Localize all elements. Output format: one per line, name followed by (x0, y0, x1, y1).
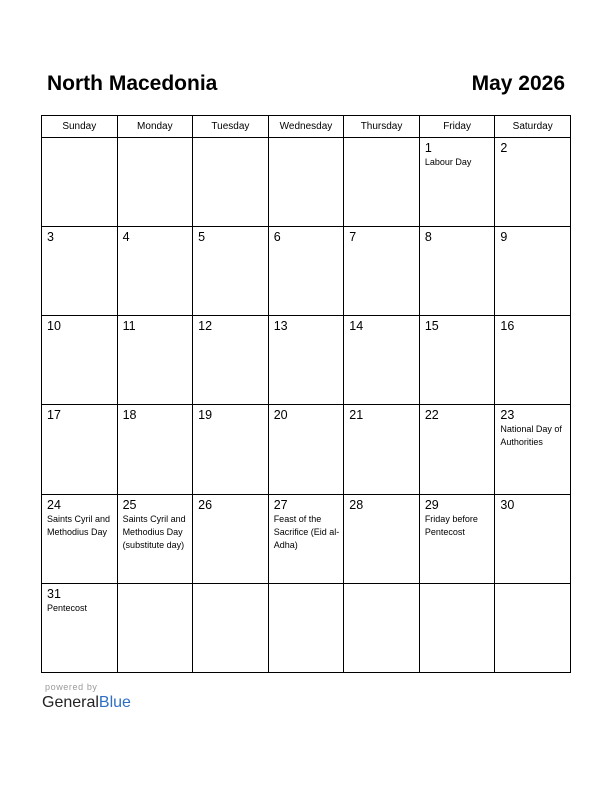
day-cell (117, 405, 193, 494)
day-cell (42, 316, 118, 405)
day-cell (117, 227, 193, 316)
day-number: 24 (47, 497, 61, 512)
day-number: 5 (198, 230, 206, 245)
weekday-header: Tuesday (193, 116, 269, 138)
day-cell (117, 583, 193, 672)
day-number: 17 (47, 408, 61, 423)
weekday-header: Wednesday (268, 116, 344, 138)
day-cell (419, 316, 495, 405)
day-cell (42, 405, 118, 494)
day-number: 4 (122, 230, 130, 245)
day-cell (42, 138, 118, 227)
day-cell (495, 138, 571, 227)
day-cell (495, 316, 571, 405)
day-number: 8 (424, 230, 432, 245)
day-cell (268, 316, 344, 405)
week-row (42, 138, 571, 227)
day-number: 12 (198, 319, 213, 334)
holiday-label: Saints Cyril and Methodius Day (substitute day) (122, 513, 186, 550)
holiday-label: Feast of the Sacrifice (Eid al-Adha) (273, 513, 340, 550)
weekday-header: Monday (117, 116, 193, 138)
day-cell (117, 138, 193, 227)
country-title: North Macedonia (47, 72, 218, 95)
day-cell (495, 494, 571, 583)
day-number: 31 (47, 586, 61, 601)
day-number: 11 (122, 319, 136, 334)
brand-blue-text: Blue (98, 694, 131, 711)
day-number: 22 (424, 408, 439, 423)
week-row (42, 494, 571, 583)
weekday-header: Sunday (42, 116, 118, 138)
day-cell (117, 494, 193, 583)
day-cell (495, 583, 571, 672)
month-year-title: May 2026 (471, 72, 565, 95)
day-cell (193, 405, 269, 494)
day-cell (344, 138, 420, 227)
day-cell (344, 494, 420, 583)
day-cell (193, 227, 269, 316)
powered-by-text: powered by (45, 682, 98, 692)
day-cell (419, 138, 495, 227)
day-number: 10 (47, 319, 61, 334)
day-number: 16 (500, 319, 515, 334)
holiday-label: Saints Cyril and Methodius Day (47, 513, 111, 537)
day-cell (344, 227, 420, 316)
day-number: 19 (198, 408, 213, 423)
day-number: 18 (122, 408, 137, 423)
day-cell (268, 227, 344, 316)
day-cell (193, 583, 269, 672)
day-number: 25 (122, 497, 137, 512)
day-cell (117, 316, 193, 405)
day-cell (268, 138, 344, 227)
day-cell (42, 227, 118, 316)
weekday-header: Thursday (344, 116, 420, 138)
day-number: 6 (273, 230, 281, 245)
day-number: 2 (500, 141, 508, 155)
day-cell (268, 494, 344, 583)
day-number: 20 (273, 408, 288, 423)
day-cell (193, 138, 269, 227)
day-number: 9 (500, 230, 508, 245)
day-cell (193, 316, 269, 405)
day-cell (419, 227, 495, 316)
day-number: 7 (349, 230, 357, 245)
day-number: 1 (424, 141, 432, 155)
day-number: 23 (500, 408, 515, 423)
day-number: 15 (424, 319, 439, 334)
week-row (42, 583, 571, 672)
calendar-grid (41, 115, 571, 673)
day-cell (268, 405, 344, 494)
holiday-label: Pentecost (47, 602, 88, 613)
day-number: 14 (349, 319, 364, 334)
day-number: 21 (349, 408, 364, 423)
day-number: 29 (424, 497, 439, 512)
day-cell (495, 227, 571, 316)
day-number: 28 (349, 497, 364, 512)
day-number: 30 (500, 497, 515, 512)
weekday-header-row (42, 116, 571, 138)
holiday-label: National Day of Authorities (500, 424, 562, 448)
day-number: 3 (47, 230, 54, 245)
day-cell (344, 405, 420, 494)
brand-general-text: General (42, 694, 99, 711)
day-cell (419, 494, 495, 583)
day-cell (344, 316, 420, 405)
holiday-label: Labour Day (424, 157, 472, 167)
day-cell (344, 583, 420, 672)
day-cell (419, 405, 495, 494)
day-cell (268, 583, 344, 672)
day-cell (193, 494, 269, 583)
weekday-header: Friday (419, 116, 495, 138)
day-cell (42, 583, 118, 672)
holiday-label: Friday before Pentecost (424, 513, 478, 537)
day-cell (495, 405, 571, 494)
generalblue-logo[interactable] (42, 694, 131, 712)
day-number: 13 (273, 319, 288, 334)
day-cell (419, 583, 495, 672)
day-cell (42, 494, 118, 583)
day-number: 27 (273, 497, 288, 512)
week-row (42, 227, 571, 316)
day-number: 26 (198, 497, 213, 512)
weekday-header: Saturday (495, 116, 571, 138)
week-row (42, 316, 571, 405)
week-row (42, 405, 571, 494)
